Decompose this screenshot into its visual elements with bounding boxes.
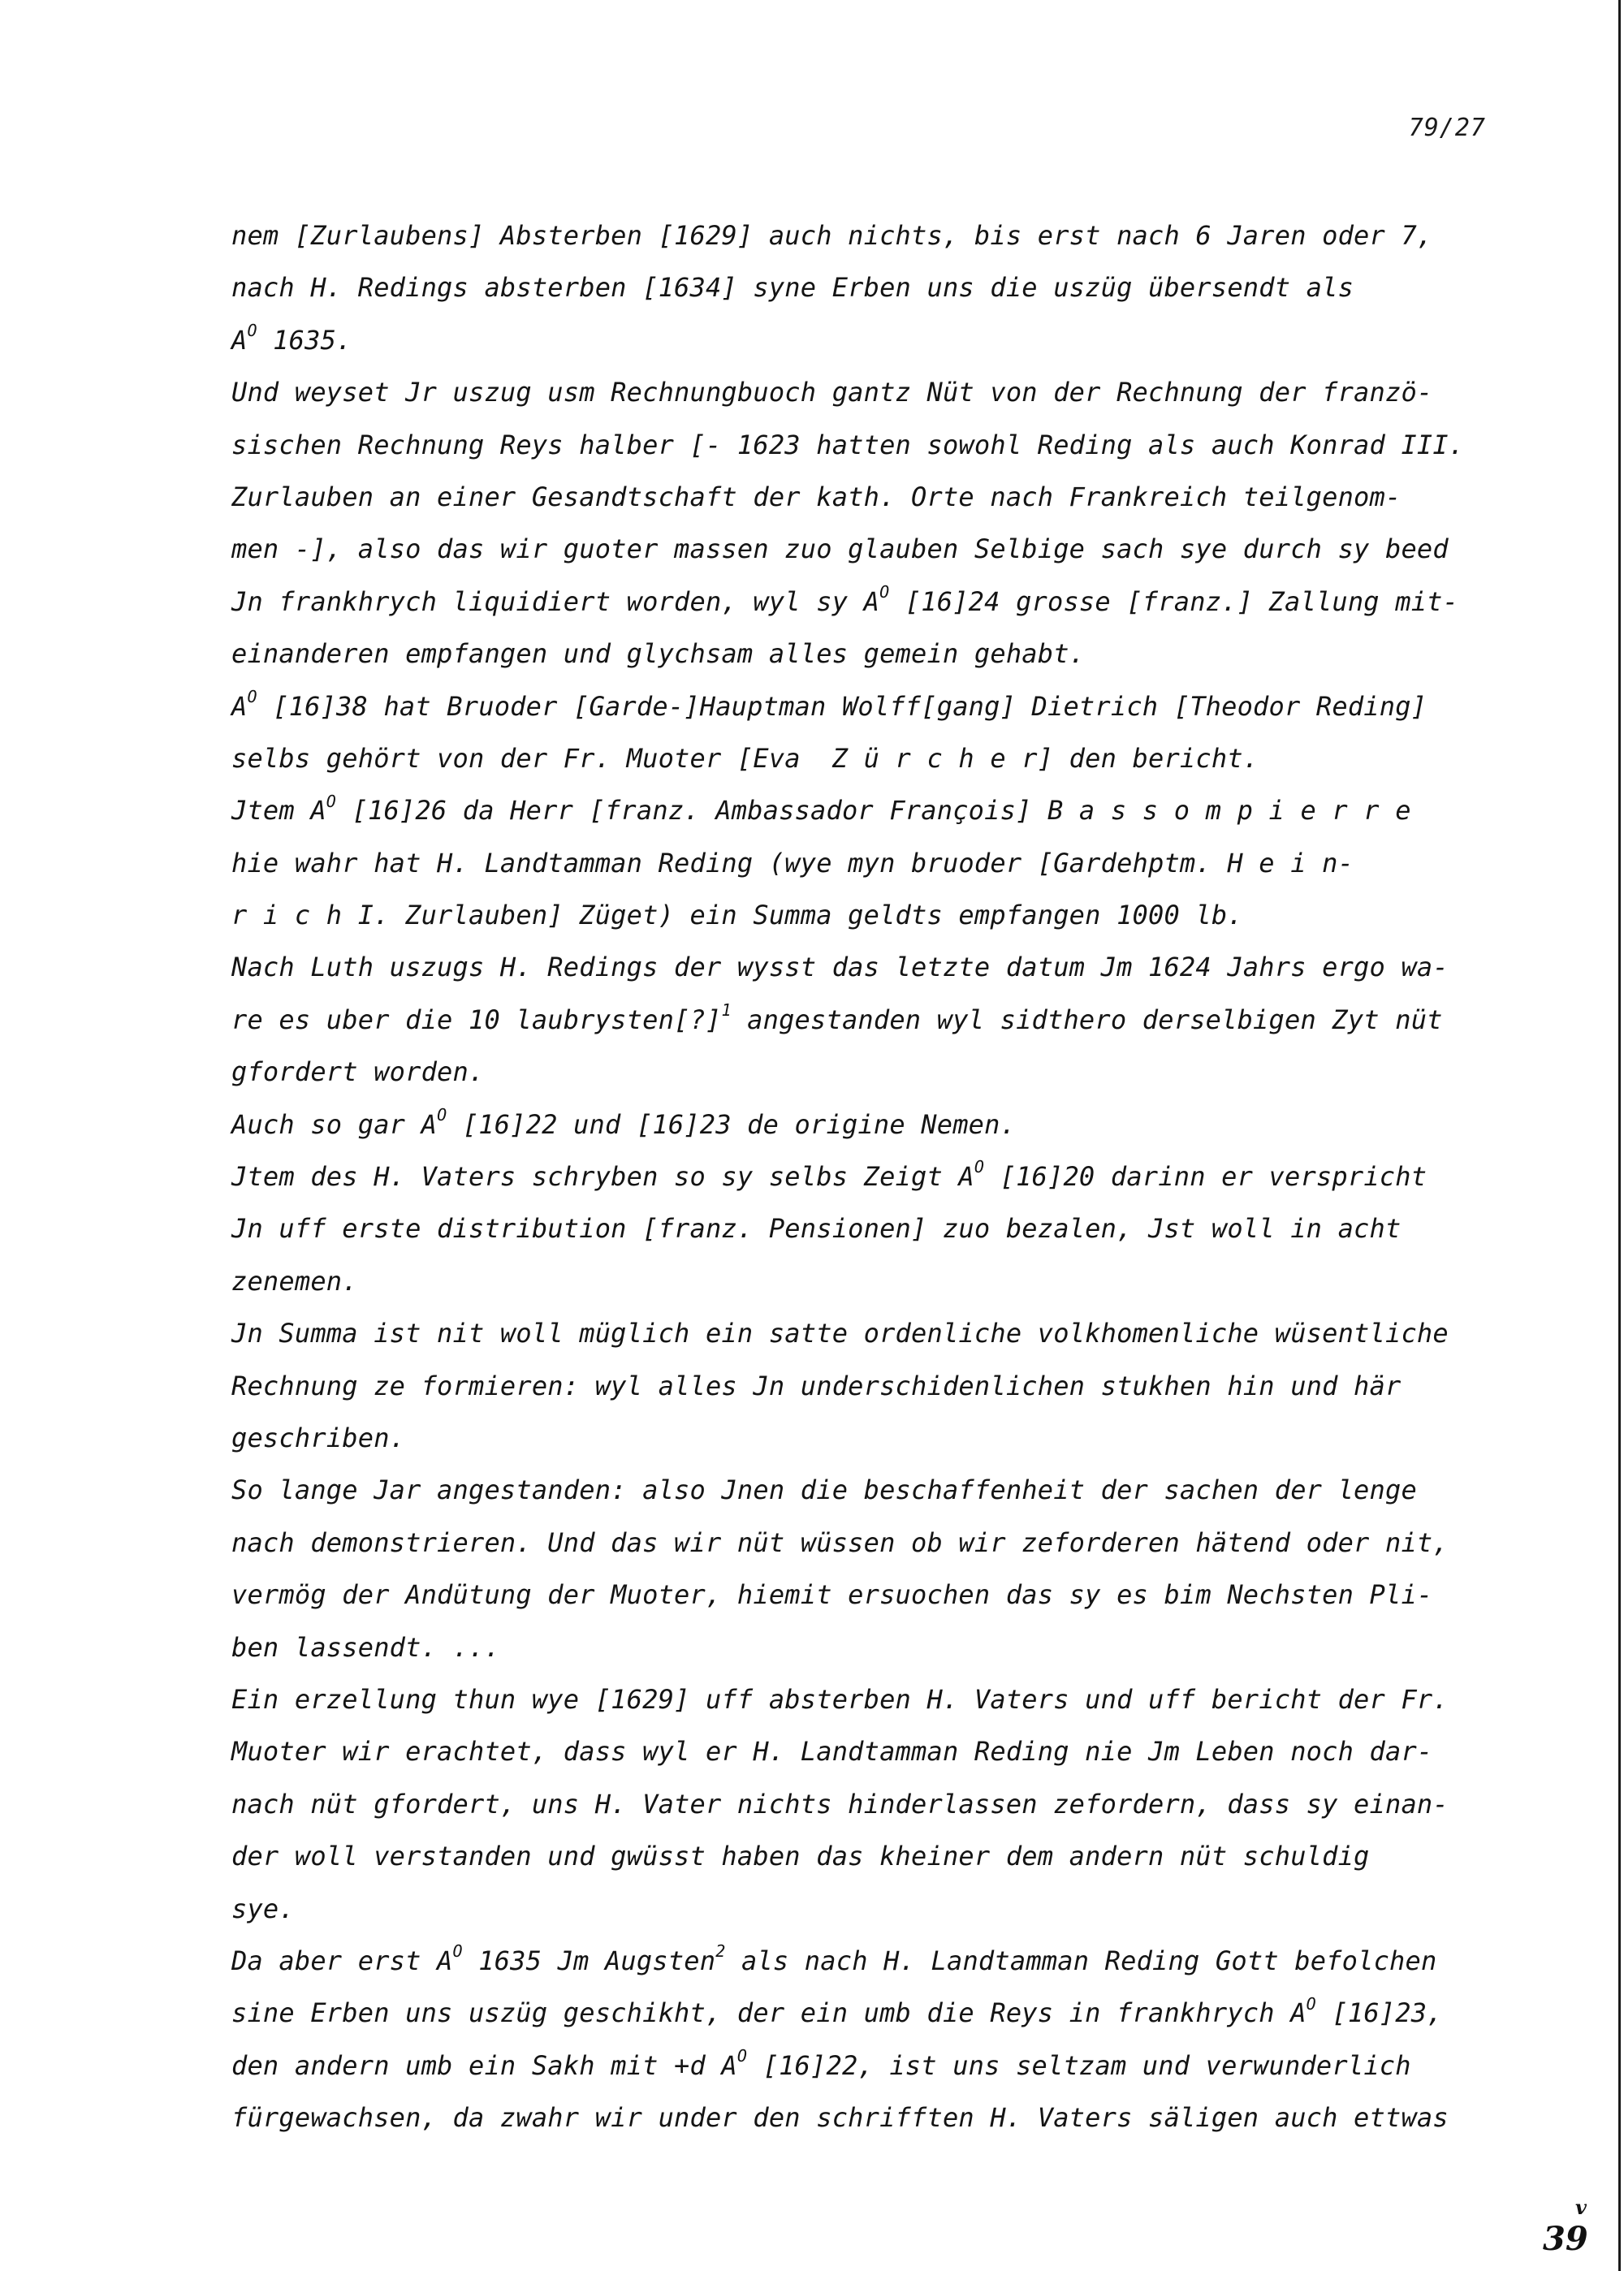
text-line: [231, 680, 1514, 732]
text-segment: Auch so gar A: [231, 1108, 438, 1140]
text-segment: [16]38 hat Bruoder [Garde-]Hauptman Wolff[gang] Dietrich [Theodor Reding]: [257, 690, 1427, 722]
text-segment: nach H. Redings absterben [1634] syne Erben uns die uszüg übersendt als: [231, 272, 1354, 304]
text-line: [231, 1360, 1514, 1412]
superscript: O: [736, 2046, 748, 2066]
text-line: [231, 1151, 1514, 1202]
text-line: [231, 1673, 1514, 1725]
text-segment: Jtem A: [231, 795, 326, 827]
superscript: O: [1306, 1993, 1316, 2014]
superscript: 1: [721, 1000, 732, 1021]
text-segment: sine Erben uns uszüg geschikht, der ein umb die Reys in frankhrych A: [231, 1997, 1307, 2029]
text-segment: [16]24 grosse [franz.] Zallung mit-: [889, 585, 1459, 617]
text-line: [231, 1935, 1514, 1987]
text-segment: 1635 Jm Augsten: [462, 1945, 716, 1976]
superscript: O: [326, 791, 337, 811]
corner-folio-number: 39: [1543, 2220, 1588, 2258]
text-segment: Muoter wir erachtet, dass wyl er H. Landtamman Reding nie Jm Leben noch dar-: [231, 1736, 1433, 1768]
text-segment: gfordert worden.: [231, 1056, 485, 1088]
text-segment: [16]23,: [1315, 1997, 1443, 2029]
text-segment: men -], also das wir guoter massen zuo glauben Selbige sach sye durch sy beed: [231, 533, 1449, 565]
text-line: [231, 1412, 1514, 1464]
text-segment: geschriben.: [231, 1422, 406, 1453]
text-segment: nem [Zurlaubens] Absterben [1629] auch nichts, bis erst nach 6 Jaren oder 7,: [231, 220, 1433, 251]
text-segment: Jn Summa ist nit woll müglich ein satte ordenliche volkhomenliche wüsentliche: [231, 1318, 1449, 1349]
superscript: O: [879, 582, 890, 602]
corner-check-mark: v: [1575, 2195, 1587, 2219]
text-segment: Rechnung ze formieren: wyl alles Jn underschidenlichen stukhen hin und här: [231, 1370, 1402, 1401]
text-segment: angestanden wyl sidthero derselbigen Zyt nüt: [731, 1004, 1443, 1035]
text-line: [231, 576, 1514, 628]
text-segment: r i c h I. Zurlauben] Züget) ein Summa geldts empfangen 1000 lb.: [231, 900, 1243, 931]
text-segment: A: [231, 324, 248, 356]
text-line: [231, 1883, 1514, 1935]
text-segment: einanderen empfangen und glychsam alles gemein gehabt.: [231, 638, 1086, 670]
text-line: [231, 1099, 1514, 1151]
text-segment: Jn frankhrych liquidiert worden, wyl sy A: [231, 585, 880, 617]
text-line: [231, 1255, 1514, 1307]
superscript: O: [974, 1157, 985, 1177]
text-line: [231, 994, 1514, 1046]
text-segment: hie wahr hat H. Landtamman Reding (wye myn bruoder [Gardehptm. H e i n-: [231, 847, 1354, 879]
text-segment: So lange Jar angestanden: also Jnen die beschaffenheit der sachen der lenge: [231, 1474, 1417, 1506]
text-line: [231, 784, 1514, 836]
text-segment: [16]22 und [16]23 de origine Nemen.: [447, 1108, 1017, 1140]
superscript: O: [247, 686, 257, 706]
text-segment: vermög der Andütung der Muoter, hiemit ersuochen das sy es bim Nechsten Pli-: [231, 1579, 1433, 1611]
text-segment: 1635.: [257, 324, 352, 356]
text-line: [231, 1987, 1514, 2039]
text-line: [231, 471, 1514, 523]
text-line: [231, 1778, 1514, 1830]
text-line: [231, 261, 1514, 313]
text-segment: ben lassendt. ...: [231, 1631, 500, 1663]
corner-folio-mark: [1543, 2195, 1608, 2265]
superscript: O: [437, 1104, 447, 1125]
text-segment: Jn uff erste distribution [franz. Pensionen] zuo bezalen, Jst woll in acht: [231, 1213, 1402, 1245]
text-line: [231, 837, 1514, 889]
text-segment: nach nüt gfordert, uns H. Vater nichts hinderlassen zefordern, dass sy einan-: [231, 1788, 1449, 1820]
text-segment: sischen Rechnung Reys halber [- 1623 hatten sowohl Reding als auch Konrad III.: [231, 429, 1465, 460]
body-text: [231, 209, 1514, 2144]
text-segment: [16]22, ist uns seltzam und verwunderlich: [747, 2049, 1411, 2081]
text-line: [231, 1517, 1514, 1569]
text-segment: re es uber die 10 laubrysten[?]: [231, 1004, 722, 1035]
text-segment: Jtem des H. Vaters schryben so sy selbs Zeigt A: [231, 1161, 974, 1193]
text-line: [231, 1464, 1514, 1516]
superscript: O: [247, 321, 257, 341]
text-segment: Und weyset Jr uszug usm Rechnungbuoch gantz Nüt von der Rechnung der franzö-: [231, 377, 1433, 408]
text-segment: [16]20 darinn er verspricht: [984, 1161, 1427, 1193]
text-line: [231, 1569, 1514, 1621]
text-line: [231, 1046, 1514, 1098]
text-line: [231, 419, 1514, 471]
text-segment: den andern umb ein Sakh mit +d A: [231, 2049, 737, 2081]
text-line: [231, 209, 1514, 261]
text-line: [231, 1202, 1514, 1254]
text-segment: [16]26 da Herr [franz. Ambassador François] B a s s o m p i e r r e: [336, 795, 1411, 827]
superscript: 2: [715, 1941, 726, 1962]
text-segment: sye.: [231, 1893, 295, 1924]
text-line: [231, 889, 1514, 941]
text-line: [231, 1830, 1514, 1882]
text-segment: der woll verstanden und gwüsst haben das kheiner dem andern nüt schuldig: [231, 1841, 1370, 1872]
text-segment: Zurlauben an einer Gesandtschaft der kath. Orte nach Frankreich teilgenom-: [231, 481, 1402, 512]
superscript: O: [452, 1941, 463, 1962]
page-number: 79/27: [1408, 114, 1486, 142]
text-segment: zenemen.: [231, 1265, 358, 1297]
text-segment: A: [231, 690, 248, 722]
text-segment: als nach H. Landtamman Reding Gott befolchen: [725, 1945, 1437, 1976]
text-segment: selbs gehört von der Fr. Muoter [Eva Z ü r c h e r] den bericht.: [231, 742, 1259, 774]
text-line: [231, 628, 1514, 680]
text-line: [231, 2092, 1514, 2144]
text-line: [231, 366, 1514, 418]
text-segment: Da aber erst A: [231, 1945, 453, 1976]
text-line: [231, 1725, 1514, 1777]
text-line: [231, 314, 1514, 366]
text-line: [231, 1621, 1514, 1673]
text-line: [231, 2040, 1514, 2092]
text-line: [231, 732, 1514, 784]
text-line: [231, 941, 1514, 993]
text-segment: nach demonstrieren. Und das wir nüt wüssen ob wir zeforderen hätend oder nit,: [231, 1526, 1449, 1558]
text-segment: Ein erzellung thun wye [1629] uff absterben H. Vaters und uff bericht der Fr.: [231, 1683, 1449, 1715]
page-edge-line: [1618, 0, 1621, 2271]
text-segment: fürgewachsen, da zwahr wir under den schrifften H. Vaters säligen auch ettwas: [231, 2102, 1449, 2134]
text-segment: Nach Luth uszugs H. Redings der wysst das letzte datum Jm 1624 Jahrs ergo wa-: [231, 952, 1449, 983]
text-line: [231, 1307, 1514, 1359]
text-line: [231, 523, 1514, 575]
